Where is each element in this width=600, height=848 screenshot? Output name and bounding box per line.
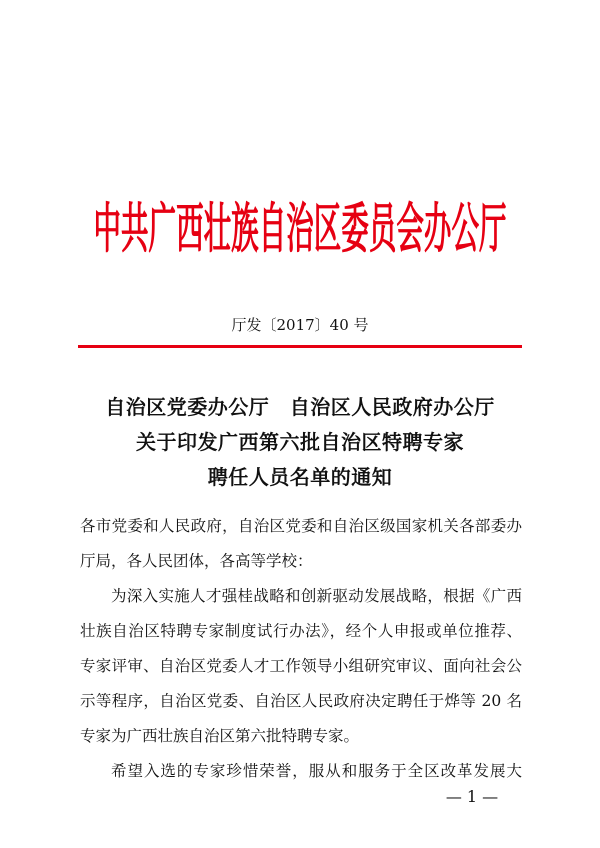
title-line: 关于印发广西第六批自治区特聘专家	[136, 430, 464, 454]
salutation-line: 厅局，各人民团体，各高等学校：	[80, 552, 313, 570]
red-separator-line	[78, 345, 522, 348]
document-body	[80, 509, 522, 789]
paragraph-line: 壮族自治区特聘专家制度试行办法》，经个人申报或单位推荐、	[80, 622, 522, 640]
document-number: 厅发〔2017〕40 号	[231, 316, 369, 334]
letterhead	[0, 196, 600, 260]
paragraph-line: 专家评审、自治区党委人才工作领导小组研究审议、面向社会公	[80, 657, 522, 675]
paragraph-line: 示等程序，自治区党委、自治区人民政府决定聘任于烨等 20 名	[80, 692, 522, 710]
title-line: 自治区党委办公厅 自治区人民政府办公厅	[105, 395, 495, 419]
document-title	[60, 390, 540, 495]
paragraph-line: 为深入实施人才强桂战略和创新驱动发展战略，根据《广西	[111, 587, 522, 605]
paragraph-line: 希望入选的专家珍惜荣誉，服从和服务于全区改革发展大	[111, 762, 522, 780]
title-line: 聘任人员名单的通知	[207, 465, 393, 489]
paragraph-line: 专家为广西壮族自治区第六批特聘专家。	[80, 727, 360, 745]
page-number: — 1 —	[445, 787, 499, 806]
salutation-line: 各市党委和人民政府，自治区党委和自治区级国家机关各部委办	[80, 517, 522, 535]
issuing-organization-name: 中共广西壮族自治区委员会办公厅	[93, 196, 507, 260]
